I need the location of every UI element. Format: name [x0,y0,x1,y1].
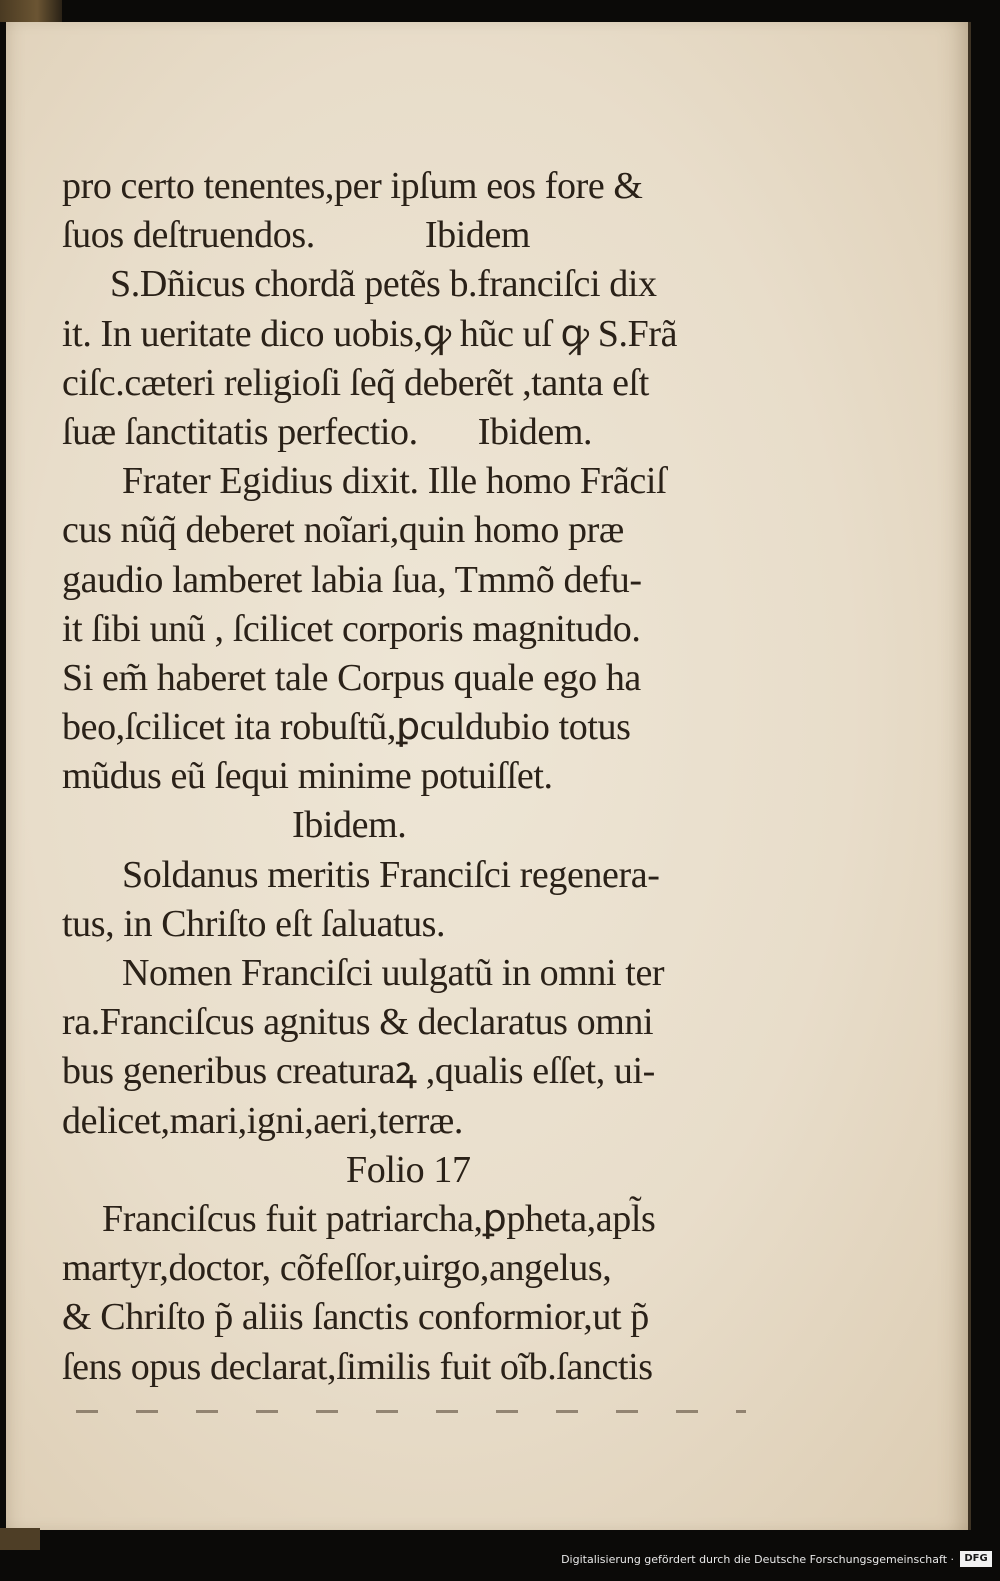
text-line: S.Dñicus chordã petẽs b.franciſci dix [110,263,657,306]
ibidem-reference: Ibidem. [477,410,593,453]
text-line: bus generibus creaturaꝝ ,qualis eſſet, ui- [62,1050,655,1093]
ibidem-reference: Ibidem. [292,804,407,847]
text-line: Frater Egidius dixit. Ille homo Frãciſ [122,460,667,503]
text-line: pro certo tenentes,per ipſum eos fore & [62,165,643,207]
text-line: cus nũq̃ deberet noĩari,quin homo præ [62,509,624,552]
text-line: & Chriſto p̃ aliis ſanctis conformior,ut p̃ [62,1296,649,1339]
text-line: ciſc.cæteri religioſi ſeq̃ deberẽt ,tanta eſt [62,361,649,404]
book-spine-top [0,0,62,22]
text-line: gaudio lamberet labia ſua, Tmmõ defu- [62,558,642,601]
text-line: Franciſcus fuit patriarcha,ꝑpheta,apl̃s [102,1197,656,1240]
book-page [6,22,971,1530]
text-line: mũdus eũ ſequi minime potuiſſet. [62,755,553,798]
text-line: ra.Franciſcus agnitus & declaratus omni [62,1001,654,1044]
text-line: ſuæ ſanctitatis perfectio. Ibidem. [62,410,593,453]
text-line: beo,ſcilicet ita robuſtũ,ꝑculdubio totus [62,706,631,749]
text-line: Soldanus meritis Franciſci regenera- [122,853,660,896]
ibidem-reference: Ibidem [424,214,531,257]
text-line: ſens opus declarat,ſimilis fuit oĩb.ſanctis [62,1345,653,1388]
folio-reference: Folio 17 [346,1148,471,1191]
dfg-logo: DFG [960,1551,992,1567]
text-line: Nomen Franciſci uulgatũ in omni ter [122,952,665,994]
text-line: it. In ueritate dico uobis,ꝙ hũc uſ ꝙ S.Frã [62,312,678,355]
text-line: ſuos deſtruendos. Ibidem [62,214,531,257]
page-text [62,162,752,1392]
text-line: tus, in Chriſto eſt ſaluatus. [62,902,446,945]
text-line: it ſibi unũ , ſcilicet corporis magnitudo. [62,607,641,650]
page-bottom-rule [76,1410,746,1413]
book-spine-bottom [0,1528,40,1550]
text-line: martyr,doctor, cõfeſſor,uirgo,angelus, [62,1247,612,1290]
text-line: delicet,mari,igni,aeri,terræ. [62,1099,463,1142]
digitization-credit: Digitalisierung gefördert durch die Deutsche Forschungsgemeinschaft · [561,1553,954,1566]
text-line: Si em̃ haberet tale Corpus quale ego ha [62,656,641,699]
